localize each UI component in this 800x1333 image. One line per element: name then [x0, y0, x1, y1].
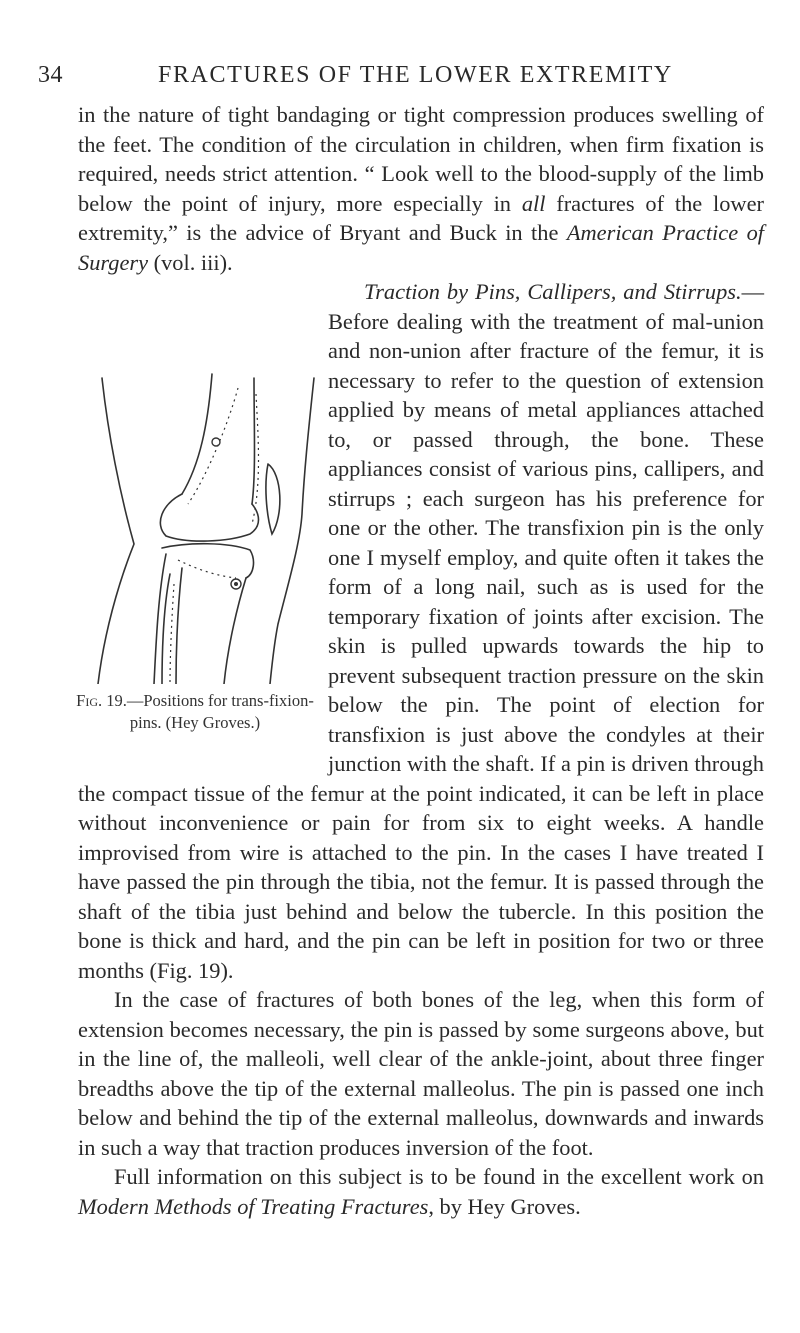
tibia-plateau — [162, 544, 253, 578]
pin-track-femur — [188, 388, 238, 504]
running-title: FRACTURES OF THE LOWER EXTREMITY — [158, 62, 673, 88]
figure-caption — [70, 690, 320, 734]
pin-track-fibula — [170, 584, 174, 684]
femur-shaft-right — [252, 378, 255, 504]
heading-dash: — — [741, 279, 764, 304]
book-title-american-practice: American Practice of Surgery — [78, 220, 764, 275]
figure-label: Fig. 19. — [76, 691, 127, 710]
para3-text-1: Full information on this subject is to be found in the excellent work on — [114, 1164, 764, 1189]
section-heading: Traction by Pins, Callipers, and Stirrups. — [364, 279, 742, 304]
pin-track-tibia — [178, 560, 236, 578]
tibia-shaft-right — [224, 578, 246, 684]
page-number: 34 — [38, 62, 63, 88]
skin-outline-right — [270, 378, 314, 684]
para1-text-1: in the nature of tight bandaging or tight compression produces swelling of the feet. The condition of the circulation in children, when firm fixation is required, needs strict attention. “ Look well to the blood-supply of the limb below the point of injury, more especially in — [78, 102, 764, 216]
figure-19 — [76, 364, 318, 732]
section-paragraph-3 — [78, 1162, 764, 1221]
para1-text-2: fractures of the lower extremity,” is the advice of Bryant and Buck in the — [78, 190, 764, 245]
section-paragraph-2: In the case of fractures of both bones of the leg, when this form of extension becomes necessary, the pin is passed by some surgeons above, but in the line of, the malleoli, well clear of the ankle-joint, about three finger breadths above the tip of the external malleolus. The pin is passed one inch below and behind the tip of the external malleolus, downwards and inwards in such a way that traction produces inversion of the foot. — [78, 987, 764, 1160]
fibula-left — [162, 574, 170, 684]
femur-pin-site — [212, 438, 220, 446]
section-text-1: Before dealing with the treatment of mal-union and non-union after fracture of the femur, it is necessary to refer to the question of extension applied by means of metal appliances attached to, or passed through, the bone. These appliances consist of various pins, callipers, and stirrups ; each surgeon has his preference for one or the other. The transfixion pin is the only one I myself employ, and quite often it takes the form of a long nail, such as is used for the temporary fixation of joints after excision. The skin is pulled upwards towards the hip to prevent subsequent traction pressure on the skin below the pin. The point of election for transfixion is just above the condyles at their junction with the shaft. If a pin is driven through the compact tissue of the femur at the point indicated, it can be left in place without inconvenience or pain for from six to eight weeks. A handle improvised from wire is attached to the pin. In the cases I have treated I have passed the pin through the tibia, not the femur. It is passed through the shaft of the tibia just behind and below the tubercle. In this position the bone is thick and hard, and the pin can be left in position for two or three months (Fig. 19). — [78, 308, 764, 983]
page-header — [38, 62, 760, 92]
fibula-right — [176, 568, 182, 684]
skin-outline-left — [98, 378, 134, 684]
figure-caption-text: —Positions for trans-fixion-pins. (Hey Groves.) — [126, 691, 314, 732]
patella — [266, 464, 280, 534]
tibia-pin-site-inner — [234, 582, 238, 586]
emphasis-all: all — [521, 190, 546, 216]
femoral-condyle — [160, 494, 258, 541]
para1-text-3: (vol. iii). — [148, 249, 233, 275]
femur-shaft-left — [182, 374, 212, 494]
knee-joint-illustration — [78, 364, 318, 684]
paragraph-circulation — [78, 100, 764, 277]
para3-text-2: , by Hey Groves. — [428, 1193, 581, 1219]
book-title-modern-methods: Modern Methods of Treating Fractures — [78, 1193, 429, 1219]
